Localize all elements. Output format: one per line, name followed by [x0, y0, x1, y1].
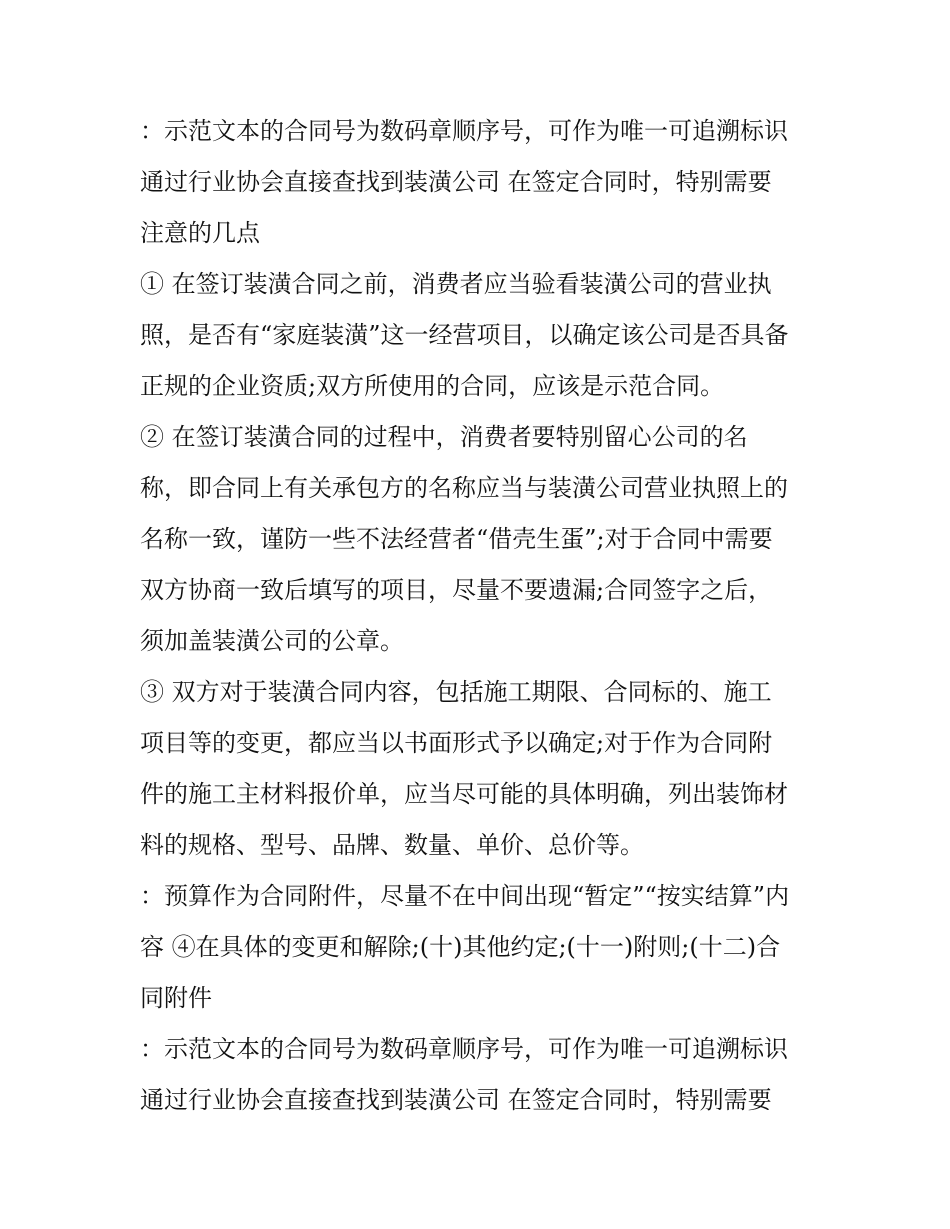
text-line: ③ 双方对于装潢合同内容，包括施工期限、合同标的、施工: [140, 678, 772, 706]
text-line: 通过行业协会直接查找到装潢公司 在签定合同时，特别需要: [140, 1086, 772, 1114]
text-line: 项目等的变更，都应当以书面形式予以确定;对于作为合同附: [140, 729, 773, 757]
text-line: ：示范文本的合同号为数码章顺序号，可作为唯一可追溯标识: [140, 1035, 788, 1063]
text-line: 通过行业协会直接查找到装潢公司 在签定合同时，特别需要: [140, 168, 772, 196]
text-line: 容 ④在具体的变更和解除;(十)其他约定;(十一)附则;(十二)合: [140, 933, 781, 961]
text-line: ：预算作为合同附件，尽量不在中间出现“暂定”“按实结算”内: [140, 882, 790, 910]
text-line: 正规的企业资质;双方所使用的合同，应该是示范合同。: [140, 372, 725, 400]
text-line: 同附件: [140, 984, 212, 1012]
text-line: 注意的几点: [140, 219, 260, 247]
text-line: 件的施工主材料报价单，应当尽可能的具体明确，列出装饰材: [140, 780, 788, 808]
text-line: ② 在签订装潢合同的过程中，消费者要特别留心公司的名: [140, 423, 748, 451]
text-line: ：示范文本的合同号为数码章顺序号，可作为唯一可追溯标识: [140, 117, 788, 145]
text-line: 须加盖装潢公司的公章。: [140, 627, 404, 655]
text-line: ① 在签订装潢合同之前，消费者应当验看装潢公司的营业执: [140, 270, 772, 298]
text-line: 料的规格、型号、品牌、数量、单价、总价等。: [140, 831, 644, 859]
text-line: 双方协商一致后填写的项目，尽量不要遗漏;合同签字之后，: [140, 576, 773, 604]
text-line: 照，是否有“家庭装潢”这一经营项目，以确定该公司是否具备: [140, 321, 789, 349]
text-line: 称，即合同上有关承包方的名称应当与装潢公司营业执照上的: [140, 474, 788, 502]
document-body: [140, 106, 820, 1126]
text-line: 名称一致，谨防一些不法经营者“借壳生蛋”;对于合同中需要: [140, 525, 773, 553]
